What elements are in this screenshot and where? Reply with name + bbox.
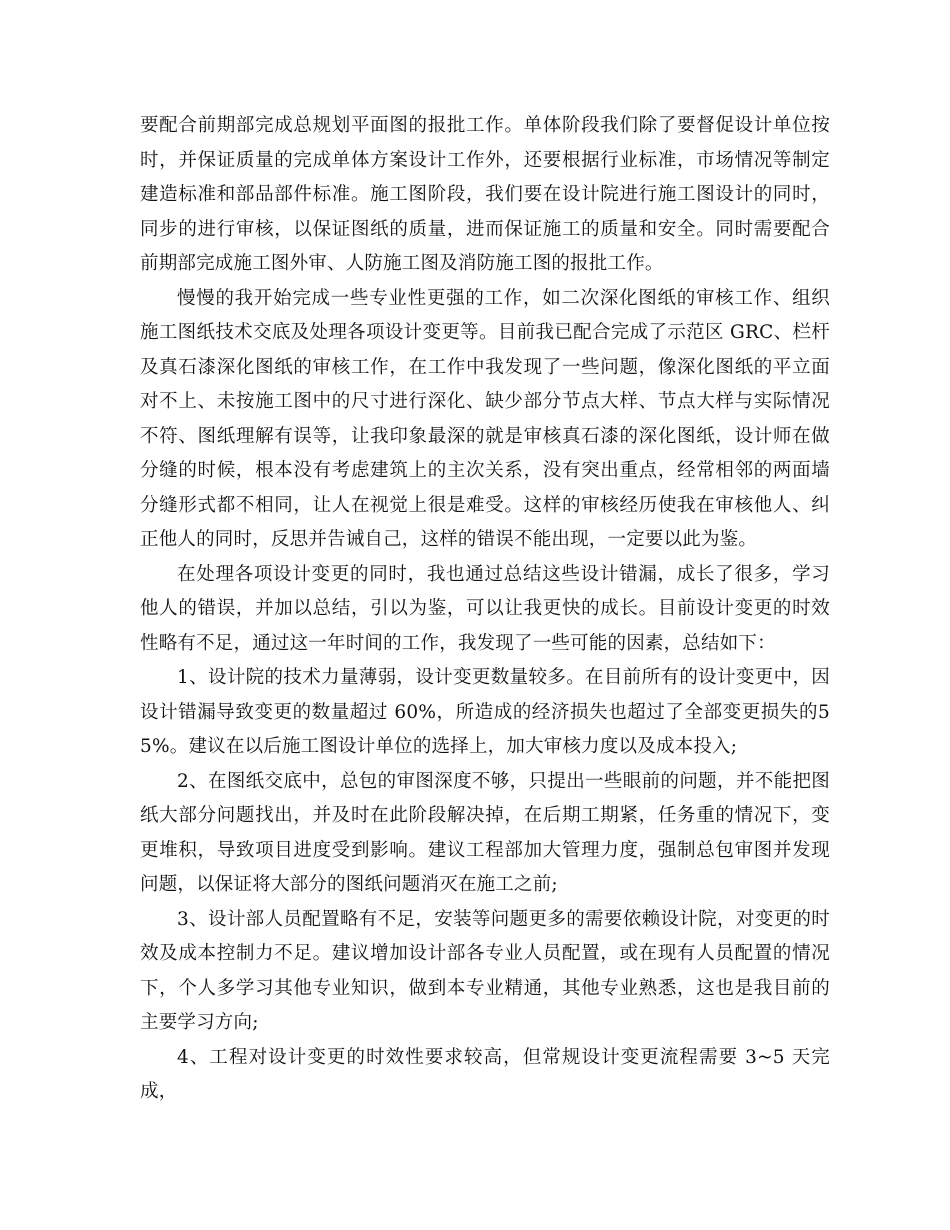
paragraph-7: 4、工程对设计变更的时效性要求较高，但常规设计变更流程需要 3~5 天完成， bbox=[140, 1046, 830, 1102]
paragraph-5: 2、在图纸交底中，总包的审图深度不够，只提出一些眼前的问题，并不能把图纸大部分问题找出，并及时在此阶段解决掉，在后期工期紧，任务重的情况下，变更堆积，导致项目进度受到影响。建议工程部加大管理力度，强制总包审图并发现问题，以保证将大部分的图纸问题消灭在施工之前; bbox=[140, 770, 830, 895]
document-body bbox=[140, 109, 830, 1110]
paragraph-6: 3、设计部人员配置略有不足，安装等问题更多的需要依赖设计院，对变更的时效及成本控制力不足。建议增加设计部各专业人员配置，或在现有人员配置的情况下，个人多学习其他专业知识，做到本专业精通，其他专业熟悉，这也是我目前的主要学习方向; bbox=[140, 908, 830, 1033]
paragraph-3: 在处理各项设计变更的同时，我也通过总结这些设计错漏，成长了很多，学习他人的错误，并加以总结，引以为鉴，可以让我更快的成长。目前设计变更的时效性略有不足，通过这一年时间的工作，我发现了一些可能的因素，总结如下： bbox=[140, 563, 830, 654]
paragraph-2: 慢慢的我开始完成一些专业性更强的工作，如二次深化图纸的审核工作、组织施工图纸技术交底及处理各项设计变更等。目前我已配合完成了示范区 GRC、栏杆及真石漆深化图纸的审核工作，在工作中我发现了一些问题，像深化图纸的平立面对不上、未按施工图中的尺寸进行深化、缺少部分节点大样、节点大样与实际情况不符、图纸理解有误等，让我印象最深的就是审核真石漆的深化图纸，设计师在做分缝的时候，根本没有考虑建筑上的主次关系，没有突出重点，经常相邻的两面墙分缝形式都不相同，让人在视觉上很是难受。这样的审核经历使我在审核他人、纠正他人的同时，反思并告诫自己，这样的错误不能出现，一定要以此为鉴。 bbox=[140, 287, 830, 550]
paragraph-1: 要配合前期部完成总规划平面图的报批工作。单体阶段我们除了要督促设计单位按时，并保证质量的完成单体方案设计工作外，还要根据行业标准，市场情况等制定建造标准和部品部件标准。施工图阶段，我们要在设计院进行施工图设计的同时，同步的进行审核，以保证图纸的质量，进而保证施工的质量和安全。同时需要配合前期部完成施工图外审、人防施工图及消防施工图的报批工作。 bbox=[140, 115, 830, 274]
paragraph-4: 1、设计院的技术力量薄弱，设计变更数量较多。在目前所有的设计变更中，因设计错漏导致变更的数量超过 60%，所造成的经济损失也超过了全部变更损失的55%。建议在以后施工图设计单位的选择上，加大审核力度以及成本投入; bbox=[140, 667, 830, 757]
